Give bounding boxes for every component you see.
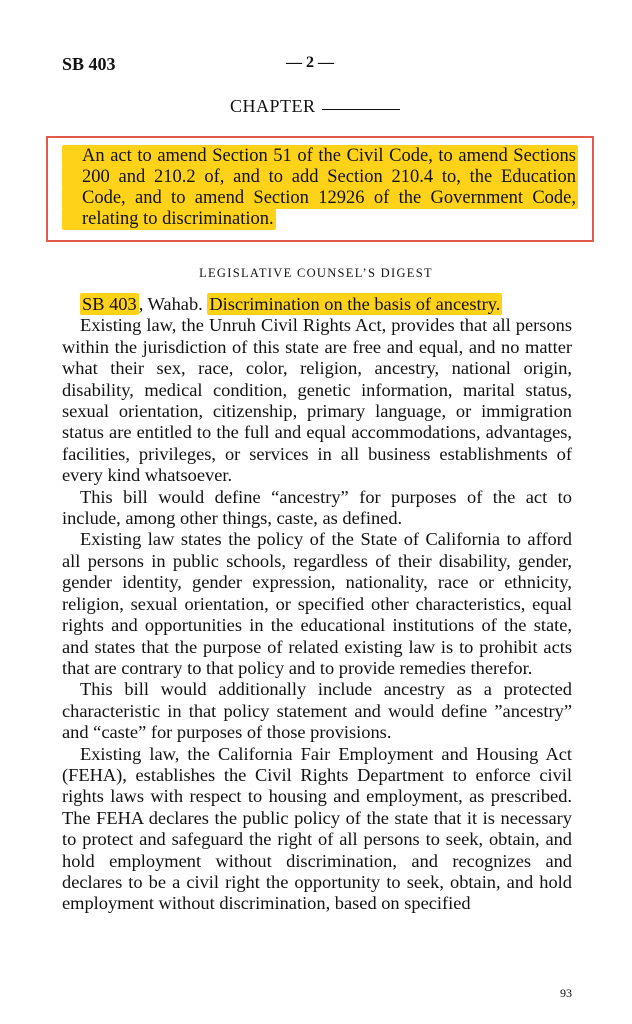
digest-paragraph: Existing law states the policy of the State of California to afford all persons in public schools, regardless of their disability, gender, gender identity, gender expression, nationality, race or ethnicity, religion, sexual orientation, or specified other characteristics, equal rights and opportunities in the educational institutions of the state, and states that the purpose of related existing law is to prohibit acts that are contrary to that policy and to provide remedies therefor. <box>62 529 572 678</box>
bill-reference: SB 403 <box>82 294 137 314</box>
page-label: — 2 — <box>286 54 334 71</box>
digest-paragraph: This bill would additionally include ancestry as a protected characteristic in that policy statement and would define ”ancestry” and “caste” for purposes of those provisions. <box>62 679 572 743</box>
bill-number: SB 403 <box>62 54 116 74</box>
digest-subject-line <box>62 294 572 315</box>
act-title-highlight: An act to amend Section 51 of the Civil Code, to amend Sections 200 and 210.2 of, and to add Section 210.4 to, the Education Code, and to amend Section 12926 of the Government Code, relating to discrimination. <box>62 145 578 230</box>
digest-paragraph: Existing law, the Unruh Civil Rights Act, provides that all persons within the jurisdiction of this state are free and equal, and no matter what their sex, race, color, religion, ancestry, national origin, disability, medical condition, genetic information, marital status, sexual orientation, citizenship, primary language, or immigration status are entitled to the full and equal accommodations, advantages, facilities, privileges, or services in all business establishments of every kind whatsoever. <box>62 315 572 486</box>
chapter-label: CHAPTER <box>230 96 316 116</box>
bill-author: , Wahab. <box>138 294 203 314</box>
chapter-line <box>230 96 400 117</box>
digest-heading: LEGISLATIVE COUNSEL’S DIGEST <box>199 266 433 280</box>
digest-paragraph: Existing law, the California Fair Employment and Housing Act (FEHA), establishes the Civil Rights Department to enforce civil rights laws with respect to housing and employment, as prescribed. The FEHA declares the public policy of the state that it is necessary to protect and safeguard the right of all persons to seek, obtain, and hold employment without discrimination, and recognizes and declares to be a civil right the opportunity to seek, obtain, and hold employment without discrimination, based on specified <box>62 743 572 914</box>
digest-subject: Discrimination on the basis of ancestry. <box>209 294 501 314</box>
act-title <box>62 146 578 230</box>
chapter-blank <box>322 109 400 110</box>
digest-body <box>62 294 572 915</box>
page-number: 93 <box>560 986 572 1000</box>
digest-paragraph: This bill would define “ancestry” for purposes of the act to include, among other things, caste, as defined. <box>62 486 572 529</box>
